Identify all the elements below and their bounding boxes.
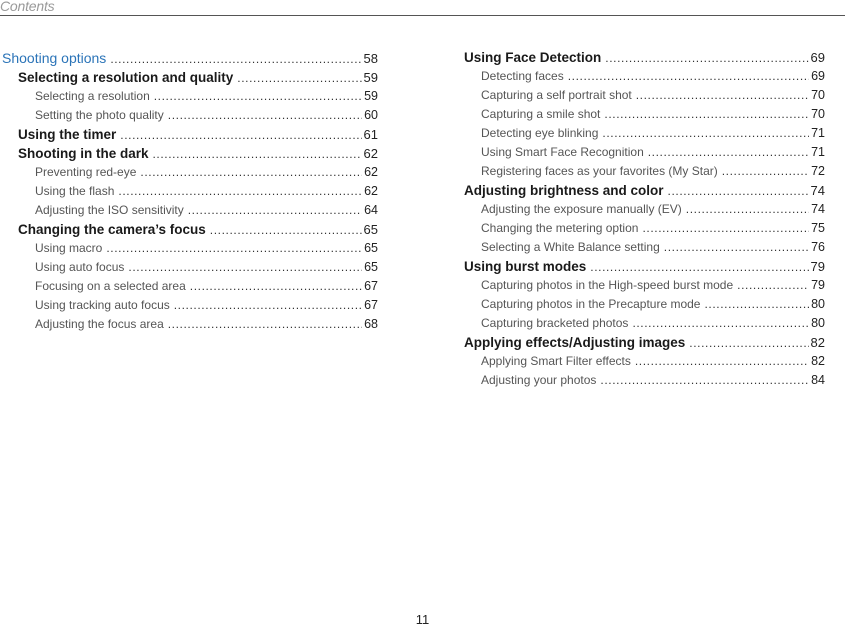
dot-leader	[128, 260, 362, 274]
dot-leader	[568, 69, 809, 83]
toc-entry-topic[interactable]	[464, 259, 825, 278]
dot-leader	[632, 316, 809, 330]
toc-entry-page: 69	[810, 50, 825, 65]
toc-entry-page: 62	[364, 184, 378, 198]
dot-leader	[174, 298, 362, 312]
toc-entry-item[interactable]	[2, 184, 378, 203]
toc-entry-page: 72	[811, 164, 825, 178]
toc-entry-item[interactable]	[2, 241, 378, 260]
toc-entry-label: Adjusting the exposure manually (EV)	[481, 202, 682, 216]
toc-entry-page: 65	[364, 241, 378, 255]
dot-leader	[668, 184, 809, 198]
dot-leader	[590, 260, 808, 274]
toc-entry-topic[interactable]	[2, 127, 378, 146]
toc-entry-page: 65	[363, 222, 378, 237]
toc-entry-label: Capturing photos in the Precapture mode	[481, 297, 701, 311]
toc-entry-page: 80	[811, 297, 825, 311]
toc-entry-page: 62	[364, 165, 378, 179]
toc-entry-item[interactable]	[464, 107, 825, 126]
toc-entry-item[interactable]	[464, 278, 825, 297]
toc-entry-item[interactable]	[2, 317, 378, 336]
toc-entry-label: Detecting eye blinking	[481, 126, 599, 140]
toc-entry-item[interactable]	[464, 145, 825, 164]
toc-entry-label: Focusing on a selected area	[35, 279, 186, 293]
toc-entry-label: Capturing a smile shot	[481, 107, 601, 121]
dot-leader	[636, 88, 809, 102]
toc-entry-page: 70	[811, 88, 825, 102]
dot-leader	[722, 164, 809, 178]
toc-entry-label: Selecting a White Balance setting	[481, 240, 660, 254]
toc-entry-label: Selecting a resolution and quality	[18, 70, 234, 85]
toc-entry-label: Using Face Detection	[464, 50, 602, 65]
dot-leader	[642, 221, 809, 235]
toc-entry-page: 58	[363, 51, 378, 66]
toc-entry-page: 74	[810, 183, 825, 198]
dot-leader	[118, 184, 362, 198]
toc-left-column	[2, 50, 378, 336]
toc-entry-page: 67	[364, 298, 378, 312]
dot-leader	[600, 373, 809, 387]
page-header	[0, 0, 845, 16]
toc-entry-item[interactable]	[2, 89, 378, 108]
toc-entry-item[interactable]	[2, 260, 378, 279]
toc-entry-item[interactable]	[2, 298, 378, 317]
dot-leader	[153, 147, 362, 161]
toc-entry-label: Using the timer	[18, 127, 117, 142]
toc-entry-section[interactable]	[2, 50, 378, 70]
toc-entry-page: 59	[364, 89, 378, 103]
toc-entry-topic[interactable]	[2, 222, 378, 241]
toc-entry-page: 71	[811, 126, 825, 140]
toc-entry-label: Capturing a self portrait shot	[481, 88, 632, 102]
dot-leader	[154, 89, 362, 103]
toc-entry-page: 62	[363, 146, 378, 161]
toc-entry-label: Preventing red-eye	[35, 165, 137, 179]
toc-entry-item[interactable]	[464, 88, 825, 107]
toc-entry-item[interactable]	[464, 373, 825, 392]
dot-leader	[237, 71, 361, 85]
toc-entry-page: 61	[363, 127, 378, 142]
toc-entry-topic[interactable]	[464, 335, 825, 354]
dot-leader	[168, 317, 362, 331]
toc-entry-label: Using Smart Face Recognition	[481, 145, 644, 159]
toc-entry-topic[interactable]	[464, 183, 825, 202]
toc-entry-page: 82	[811, 354, 825, 368]
toc-entry-page: 68	[364, 317, 378, 331]
toc-entry-label: Capturing bracketed photos	[481, 316, 629, 330]
toc-entry-topic[interactable]	[2, 146, 378, 165]
toc-entry-topic[interactable]	[464, 50, 825, 69]
toc-entry-page: 65	[364, 260, 378, 274]
toc-entry-page: 82	[810, 335, 825, 350]
toc-entry-page: 69	[811, 69, 825, 83]
toc-entry-label: Registering faces as your favorites (My Star)	[481, 164, 718, 178]
dot-leader	[110, 52, 361, 66]
toc-entry-label: Setting the photo quality	[35, 108, 164, 122]
toc-entry-page: 76	[811, 240, 825, 254]
toc-entry-label: Using macro	[35, 241, 103, 255]
dot-leader	[188, 203, 362, 217]
toc-entry-page: 84	[811, 373, 825, 387]
dot-leader	[605, 51, 808, 65]
toc-entry-item[interactable]	[464, 69, 825, 88]
toc-entry-item[interactable]	[2, 165, 378, 184]
toc-entry-page: 80	[811, 316, 825, 330]
toc-entry-item[interactable]	[464, 164, 825, 183]
toc-entry-label: Using tracking auto focus	[35, 298, 170, 312]
toc-entry-item[interactable]	[464, 297, 825, 316]
toc-entry-label: Capturing photos in the High-speed burst mode	[481, 278, 734, 292]
toc-entry-page: 75	[811, 221, 825, 235]
toc-entry-page: 60	[364, 108, 378, 122]
dot-leader	[635, 354, 809, 368]
toc-entry-label: Detecting faces	[481, 69, 564, 83]
toc-entry-label: Using burst modes	[464, 259, 587, 274]
dot-leader	[686, 202, 809, 216]
toc-entry-item[interactable]	[2, 203, 378, 222]
toc-entry-label: Applying Smart Filter effects	[481, 354, 631, 368]
toc-entry-page: 64	[364, 203, 378, 217]
dot-leader	[120, 128, 361, 142]
toc-entry-item[interactable]	[2, 108, 378, 127]
dot-leader	[604, 107, 809, 121]
dot-leader	[140, 165, 362, 179]
toc-entry-label: Applying effects/Adjusting images	[464, 335, 686, 350]
toc-entry-label: Shooting in the dark	[18, 146, 149, 161]
toc-entry-item[interactable]	[464, 221, 825, 240]
dot-leader	[602, 126, 809, 140]
toc-entry-page: 67	[364, 279, 378, 293]
toc-entry-topic[interactable]	[2, 70, 378, 89]
dot-leader	[168, 108, 362, 122]
toc-entry-item[interactable]	[464, 202, 825, 221]
toc-entry-label: Changing the metering option	[481, 221, 639, 235]
dot-leader	[106, 241, 362, 255]
toc-entry-item[interactable]	[464, 240, 825, 259]
toc-entry-label: Using auto focus	[35, 260, 125, 274]
toc-entry-item[interactable]	[464, 126, 825, 145]
dot-leader	[190, 279, 362, 293]
header-title: Contents	[0, 0, 55, 14]
toc-entry-label: Adjusting the ISO sensitivity	[35, 203, 184, 217]
toc-entry-page: 79	[811, 278, 825, 292]
page-number: 11	[415, 612, 430, 627]
toc-entry-page: 70	[811, 107, 825, 121]
toc-entry-page: 79	[810, 259, 825, 274]
toc-entry-page: 71	[811, 145, 825, 159]
toc-entry-item[interactable]	[2, 279, 378, 298]
dot-leader	[648, 145, 809, 159]
toc-entry-label: Adjusting the focus area	[35, 317, 164, 331]
toc-entry-page: 59	[363, 70, 378, 85]
toc-entry-label: Adjusting your photos	[481, 373, 597, 387]
toc-entry-label: Changing the camera’s focus	[18, 222, 206, 237]
toc-entry-page: 74	[811, 202, 825, 216]
dot-leader	[704, 297, 809, 311]
toc-entry-label: Using the flash	[35, 184, 115, 198]
toc-entry-item[interactable]	[464, 354, 825, 373]
dot-leader	[737, 278, 809, 292]
dot-leader	[689, 336, 808, 350]
toc-entry-label: Adjusting brightness and color	[464, 183, 664, 198]
dot-leader	[664, 240, 809, 254]
dot-leader	[210, 223, 362, 237]
toc-entry-item[interactable]	[464, 316, 825, 335]
toc-right-column	[464, 50, 825, 392]
toc-entry-label: Selecting a resolution	[35, 89, 150, 103]
toc-entry-label: Shooting options	[2, 50, 107, 66]
